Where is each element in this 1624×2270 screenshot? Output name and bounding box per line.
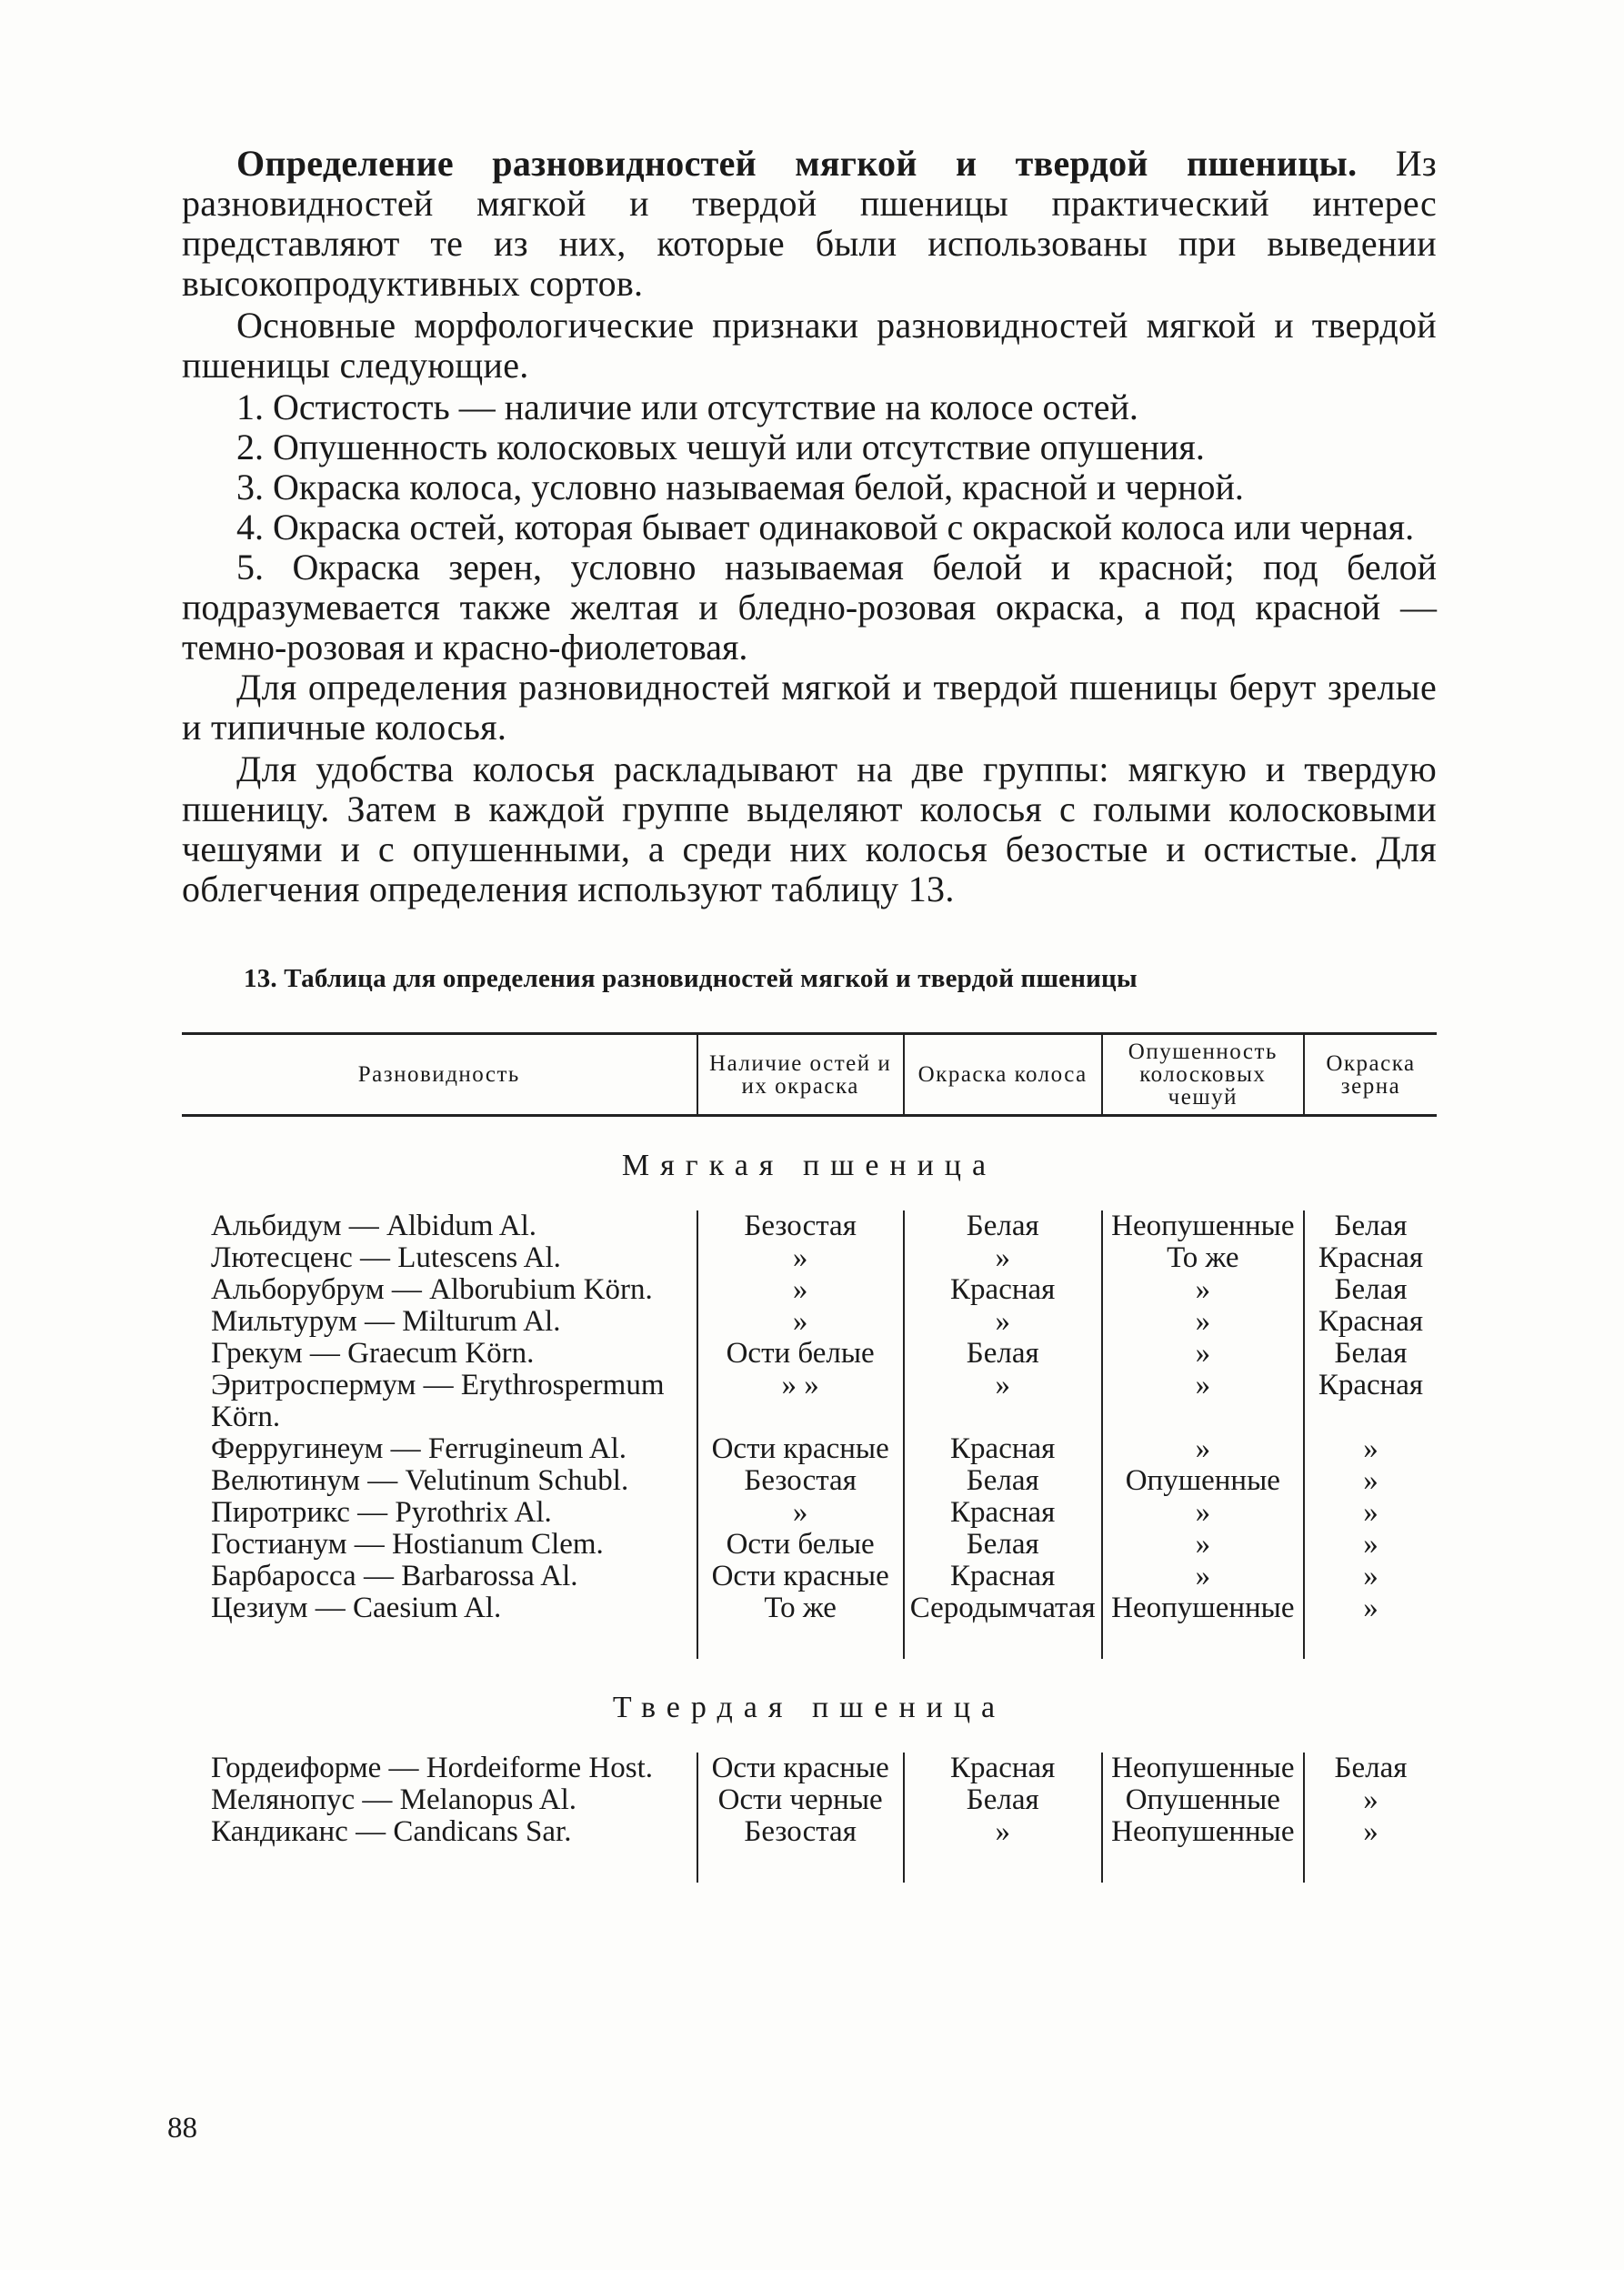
cell-pubescence: » [1102,1561,1304,1592]
cell-awns: Ости красные [697,1433,904,1465]
page-number: 88 [167,2112,197,2144]
table-row [182,1753,1437,1784]
cell-awns: » [697,1242,904,1274]
cell-spike-color: Белая [904,1210,1102,1242]
cell-grain-color: » [1304,1433,1437,1465]
cell-variety: Эритроспермум — Erythrospermum Körn. [211,1369,665,1433]
cell-spike-color: Белая [904,1529,1102,1561]
cell-variety: Альборубрум — Alborubium Körn. [211,1273,653,1306]
cell-grain-color: Белая [1304,1274,1437,1306]
table-row [182,1784,1437,1816]
hard-wheat-group [182,1659,1437,1883]
cell-pubescence: » [1102,1370,1304,1433]
cell-pubescence: » [1102,1306,1304,1338]
cell-awns: Безостая [697,1210,904,1242]
feature-item: 1. Остистость — наличие или отсутствие на колосе остей. [236,387,1138,427]
cell-variety: Грекум — Graecum Körn. [211,1337,535,1370]
cell-awns: » » [697,1370,904,1433]
cell-grain-color: Красная [1304,1242,1437,1274]
table-row [182,1497,1437,1529]
cell-variety: Барбаросса — Barbarossa Al. [211,1560,578,1592]
cell-variety: Пиротрикс — Pyrothrix Al. [211,1496,552,1529]
cell-pubescence: » [1102,1497,1304,1529]
paragraph-features: Основные морфологические признаки разновидностей мягкой и твердой пшеницы следующие. [182,305,1437,386]
header-spike-color: Окраска колоса [904,1034,1102,1116]
cell-spike-color: Белая [904,1784,1102,1816]
cell-grain-color: Красная [1304,1306,1437,1338]
cell-grain-color: » [1304,1592,1437,1659]
cell-variety: Мелянопус — Melanopus Al. [211,1783,576,1816]
cell-grain-color: Белая [1304,1210,1437,1242]
feature-item: 2. Опушенность колосковых чешуй или отсутствие опушения. [236,427,1205,467]
cell-variety: Гостианум — Hostianum Clem. [211,1528,604,1561]
table-caption: 13. Таблица для определения разновидностей мягкой и твердой пшеницы [244,964,1138,993]
cell-awns: Ости красные [697,1561,904,1592]
cell-variety: Кандиканс — Candicans Sar. [211,1815,572,1848]
cell-pubescence: Неопушенные [1102,1753,1304,1784]
cell-pubescence: Опушенные [1102,1784,1304,1816]
cell-awns: » [697,1497,904,1529]
cell-spike-color: » [904,1306,1102,1338]
paragraph-grouping: Для удобства колосья раскладывают на две группы: мягкую и твердую пшеницу. Затем в каждой группе выделяют колосья с голыми колосковыми чешуями и с опушенными, а среди них колосья безостые и остистые. Для облегчения определения используют таблицу 13. [182,748,1437,909]
section-row [182,1659,1437,1753]
header-awns: Наличие остей и их окраска [697,1034,904,1116]
cell-variety: Гордеиформе — Hordeiforme Host. [211,1752,654,1784]
table-row [182,1592,1437,1659]
header-variety: Разновидность [357,1062,520,1087]
cell-spike-color: » [904,1242,1102,1274]
page-content [182,144,1437,1883]
cell-grain-color: » [1304,1497,1437,1529]
section-title-hard: Твердая пшеница [612,1691,1007,1724]
cell-pubescence: Неопушенные [1102,1210,1304,1242]
cell-spike-color: Красная [904,1561,1102,1592]
cell-pubescence: Неопушенные [1102,1592,1304,1659]
cell-awns: Ости белые [697,1338,904,1370]
table-row [182,1370,1437,1433]
cell-awns: » [697,1274,904,1306]
section-row [182,1116,1437,1211]
table-row [182,1816,1437,1883]
feature-item: 5. Окраска зерен, условно называемая белой и красной; под белой подразумевается также желтая и бледно-розовая окраска, а под красной — темно-розовая и красно-фиолетовая. [182,547,1437,668]
cell-awns: Ости белые [697,1529,904,1561]
cell-pubescence: То же [1102,1242,1304,1274]
cell-spike-color: » [904,1370,1102,1433]
cell-awns: Ости красные [697,1753,904,1784]
table-row [182,1529,1437,1561]
cell-variety: Лютесценс — Lutescens Al. [211,1241,561,1274]
table-row [182,1210,1437,1242]
cell-grain-color: » [1304,1529,1437,1561]
cell-spike-color: Белая [904,1465,1102,1497]
cell-grain-color: Белая [1304,1338,1437,1370]
table-row [182,1465,1437,1497]
cell-spike-color: » [904,1816,1102,1883]
cell-spike-color: Серодымчатая [904,1592,1102,1659]
cell-pubescence: » [1102,1529,1304,1561]
cell-pubescence: » [1102,1274,1304,1306]
cell-grain-color: » [1304,1816,1437,1883]
cell-awns: Ости черные [697,1784,904,1816]
cell-pubescence: » [1102,1433,1304,1465]
cell-pubescence: » [1102,1338,1304,1370]
cell-grain-color: » [1304,1561,1437,1592]
cell-spike-color: Белая [904,1338,1102,1370]
cell-pubescence: Опушенные [1102,1465,1304,1497]
cell-awns: То же [697,1592,904,1659]
cell-spike-color: Красная [904,1753,1102,1784]
cell-grain-color: Белая [1304,1753,1437,1784]
table-row [182,1274,1437,1306]
cell-spike-color: Красная [904,1274,1102,1306]
cell-pubescence: Неопушенные [1102,1816,1304,1883]
table-row [182,1338,1437,1370]
cell-variety: Цезиум — Caesium Al. [211,1592,502,1624]
cell-awns: » [697,1306,904,1338]
cell-variety: Мильтурум — Milturum Al. [211,1305,561,1338]
feature-item: 3. Окраска колоса, условно называемая белой, красной и черной. [236,467,1244,507]
cell-grain-color: » [1304,1465,1437,1497]
paragraph-intro [182,144,1437,304]
header-grain-color: Окраска зерна [1304,1034,1437,1116]
table-row [182,1433,1437,1465]
intro-text: Из разновидностей мягкой и твердой пшеницы практический интерес представляют те из них, которые были использованы при выведении высокопродуктивных сортов. [182,143,1437,304]
cell-variety: Велютинум — Velutinum Schubl. [211,1464,629,1497]
table-row [182,1306,1437,1338]
paragraph-method: Для определения разновидностей мягкой и твердой пшеницы берут зрелые и типичные колосья. [182,667,1437,748]
cell-awns: Безостая [697,1816,904,1883]
table-header-row [182,1034,1437,1116]
feature-item: 4. Окраска остей, которая бывает одинаковой с окраской колоса или черная. [236,507,1415,547]
section-heading: Определение разновидностей мягкой и твердой пшеницы. [236,143,1358,184]
cell-variety: Альбидум — Albidum Al. [211,1210,537,1242]
cell-awns: Безостая [697,1465,904,1497]
soft-wheat-group [182,1116,1437,1660]
cell-grain-color: » [1304,1784,1437,1816]
header-pubescence: Опушенность колосковых чешуй [1102,1034,1304,1116]
variety-table [182,1032,1437,1883]
cell-variety: Ферругинеум — Ferrugineum Al. [211,1432,627,1465]
table-row [182,1242,1437,1274]
table-row [182,1561,1437,1592]
section-title-soft: Мягкая пшеница [621,1149,997,1182]
cell-spike-color: Красная [904,1433,1102,1465]
cell-spike-color: Красная [904,1497,1102,1529]
cell-grain-color: Красная [1304,1370,1437,1433]
